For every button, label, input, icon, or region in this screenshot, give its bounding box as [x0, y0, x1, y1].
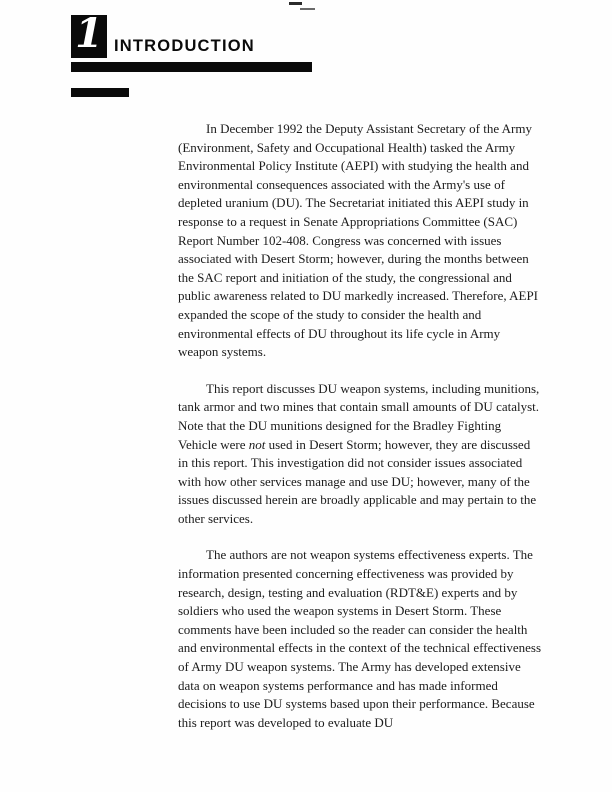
- paragraph-2-italic-word: not: [248, 436, 266, 452]
- header-short-rule: [71, 88, 129, 97]
- header-thick-rule: [71, 62, 312, 72]
- body-text: [178, 120, 542, 750]
- scan-artifact: [289, 2, 302, 5]
- paragraph-2: [178, 380, 542, 529]
- paragraph-2-text: This report discusses DU weapon systems, including munitions, tank armor and two mines that contain small amounts of DU catalyst. Note that the DU munitions designed for the Bradley Fighting Vehicle were: [178, 380, 540, 452]
- chapter-header: [71, 9, 316, 59]
- chapter-header-row: [71, 9, 316, 59]
- chapter-number-box: [71, 9, 107, 58]
- paragraph-3: The authors are not weapon systems effectiveness experts. The information presented concerning effectiveness was provided by research, design, testing and evaluation (RDT&E) experts and by soldiers who used the weapon systems in Desert Storm. These comments have been included so the reader can consider the health and environmental effects in the context of the technical effectiveness of Army DU weapon systems. The Army has developed extensive data on weapon systems performance and has made informed decisions to use DU systems based upon their performance. Because this report was developed to evaluate DU: [178, 547, 542, 730]
- scan-artifact: [300, 8, 315, 10]
- paragraph-1: In December 1992 the Deputy Assistant Secretary of the Army (Environment, Safety and Occupational Health) tasked the Army Environmental Policy Institute (AEPI) with studying the health and environmental consequences associated with the Army's use of depleted uranium (DU). The Secretariat initiated this AEPI study in response to a request in Senate Appropriations Committee (SAC) Report Number 102-408. Congress was concerned with issues associated with Desert Storm; however, during the months between the SAC report and initiation of the study, the congressional and public awareness related to DU markedly increased. Therefore, AEPI expanded the scope of the study to consider the health and environmental effects of DU throughout its life cycle in Army weapon systems.: [178, 121, 539, 360]
- chapter-title: INTRODUCTION: [114, 37, 255, 55]
- paragraph-2-text: used in Desert Storm; however, they are discussed in this report. This investigation did not consider issues associated with how other services manage and use DU; however, many of the issues discussed herein are broadly applicable and may pertain to the other services.: [178, 436, 537, 526]
- chapter-number: 1: [75, 9, 103, 57]
